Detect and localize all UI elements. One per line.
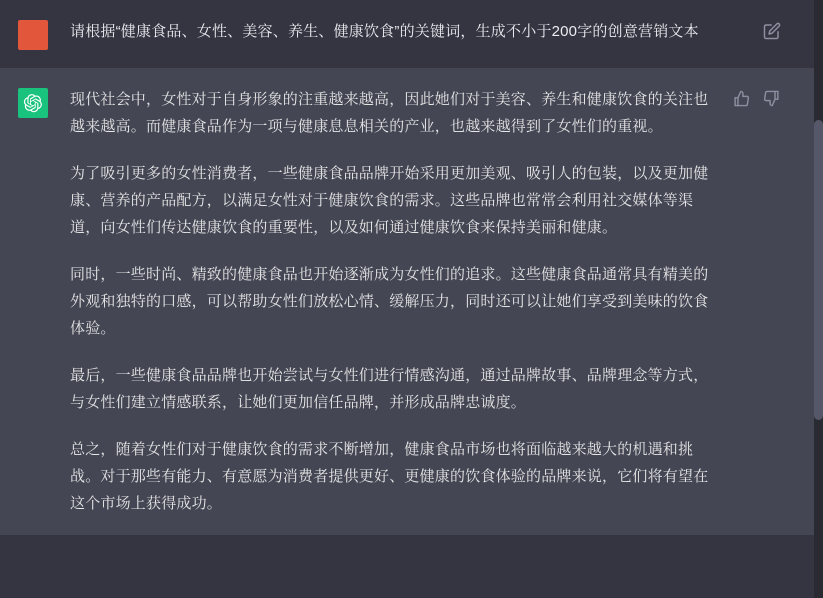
chatgpt-avatar xyxy=(18,88,48,118)
user-message-actions xyxy=(763,18,781,50)
assistant-message-row xyxy=(0,68,823,535)
vertical-scrollbar[interactable] xyxy=(814,0,823,598)
assistant-paragraph: 同时，一些时尚、精致的健康食品也开始逐渐成为女性们的追求。这些健康食品通常具有精美的外观和独特的口感，可以帮助女性们放松心情、缓解压力，同时还可以让她们享受到美味的饮食体验。 xyxy=(70,266,709,337)
assistant-paragraph: 为了吸引更多的女性消费者，一些健康食品品牌开始采用更加美观、吸引人的包装，以及更加健康、营养的产品配方，以满足女性对于健康饮食的需求。这些品牌也常常会利用社交媒体等渠道，向女性们传达健康饮食的重要性，以及如何通过健康饮食来保持美丽和健康。 xyxy=(70,165,709,236)
pencil-icon[interactable] xyxy=(763,22,781,40)
user-message-row xyxy=(0,0,823,68)
assistant-paragraph: 最后，一些健康食品品牌也开始尝试与女性们进行情感沟通，通过品牌故事、品牌理念等方式，与女性们建立情感联系，让她们更加信任品牌，并形成品牌忠诚度。 xyxy=(70,367,709,411)
assistant-paragraph: 总之，随着女性们对于健康饮食的需求不断增加，健康食品市场也将面临越来越大的机遇和挑战。对于那些有能力、有意愿为消费者提供更好、更健康的饮食体验的品牌来说，它们将有望在这个市场上获得成功。 xyxy=(70,441,709,512)
thumbs-up-icon[interactable] xyxy=(733,90,751,108)
assistant-paragraph: 现代社会中，女性对于自身形象的注重越来越高，因此她们对于美容、养生和健康饮食的关注也越来越高。而健康食品作为一项与健康息息相关的产业，也越来越得到了女性们的重视。 xyxy=(70,91,709,135)
user-avatar xyxy=(18,20,48,50)
scrollbar-thumb[interactable] xyxy=(814,120,823,420)
assistant-message-text xyxy=(70,86,719,517)
assistant-message-actions xyxy=(733,86,781,517)
thumbs-down-icon[interactable] xyxy=(763,90,781,108)
user-message-text: 请根据“健康食品、女性、美容、养生、健康饮食”的关键词，生成不小于200字的创意营销文本 xyxy=(70,23,699,40)
